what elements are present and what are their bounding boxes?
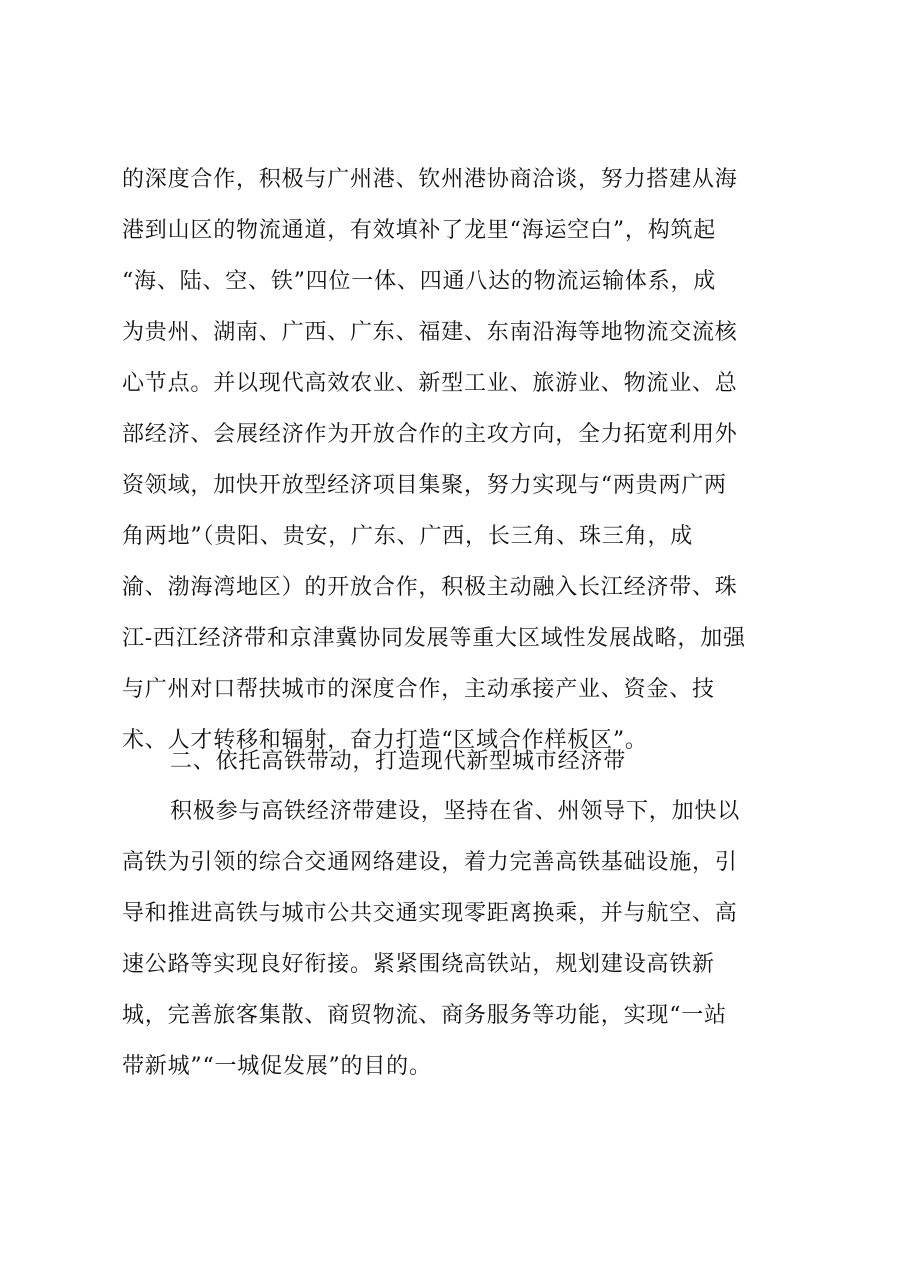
text-line: 带新城”“一城促发展”的目的。 — [122, 1054, 432, 1079]
text-line: “海、陆、空、铁”四位一体、四通八达的物流运输体系，成 — [122, 269, 717, 294]
text-line: 速公路等实现良好衔接。紧紧围绕高铁站，规划建设高铁新 — [122, 952, 715, 977]
text-line: 导和推进高铁与城市公共交通实现零距离换乘，并与航空、高 — [122, 901, 738, 926]
text-line: 资领域，加快开放型经济项目集聚，努力实现与“两贵两广两 — [122, 473, 727, 498]
text-line: 渝、渤海湾地区）的开放合作，积极主动融入长江经济带、珠 — [122, 575, 738, 600]
text-line: 心节点。并以现代高效农业、新型工业、旅游业、物流业、总 — [122, 371, 738, 396]
paragraph-high-speed-rail — [122, 786, 800, 1092]
text-line: 的深度合作，积极与广州港、钦州港协商洽谈，努力搭建从海 — [122, 167, 738, 192]
text-line: 城，完善旅客集散、商贸物流、商务服务等功能，实现“一站 — [122, 1003, 727, 1028]
text-line: 部经济、会展经济作为开放合作的主攻方向，全力拓宽利用外 — [122, 422, 738, 447]
section-heading-block — [122, 736, 800, 787]
section-heading: 二、依托高铁带动，打造现代新型城市经济带 — [170, 749, 627, 774]
text-line: 为贵州、湖南、广西、广东、福建、东南沿海等地物流交流核 — [122, 320, 738, 345]
paragraph-regional-cooperation — [122, 154, 800, 766]
text-line: 角两地”（贵阳、贵安，广东、广西，长三角、珠三角，成 — [122, 524, 694, 549]
text-line: 积极参与高铁经济带建设，坚持在省、州领导下，加快以 — [170, 799, 741, 824]
text-line: 术、人才转移和辐射，奋力打造“区域合作样板区”。 — [122, 728, 648, 753]
text-line: 高铁为引领的综合交通网络建设，着力完善高铁基础设施，引 — [122, 850, 738, 875]
text-line: 江-西江经济带和京津冀协同发展等重大区域性发展战略，加强 — [122, 626, 746, 651]
text-line: 与广州对口帮扶城市的深度合作，主动承接产业、资金、技 — [122, 677, 715, 702]
text-line: 港到山区的物流通道，有效填补了龙里“海运空白”，构筑起 — [122, 218, 717, 243]
